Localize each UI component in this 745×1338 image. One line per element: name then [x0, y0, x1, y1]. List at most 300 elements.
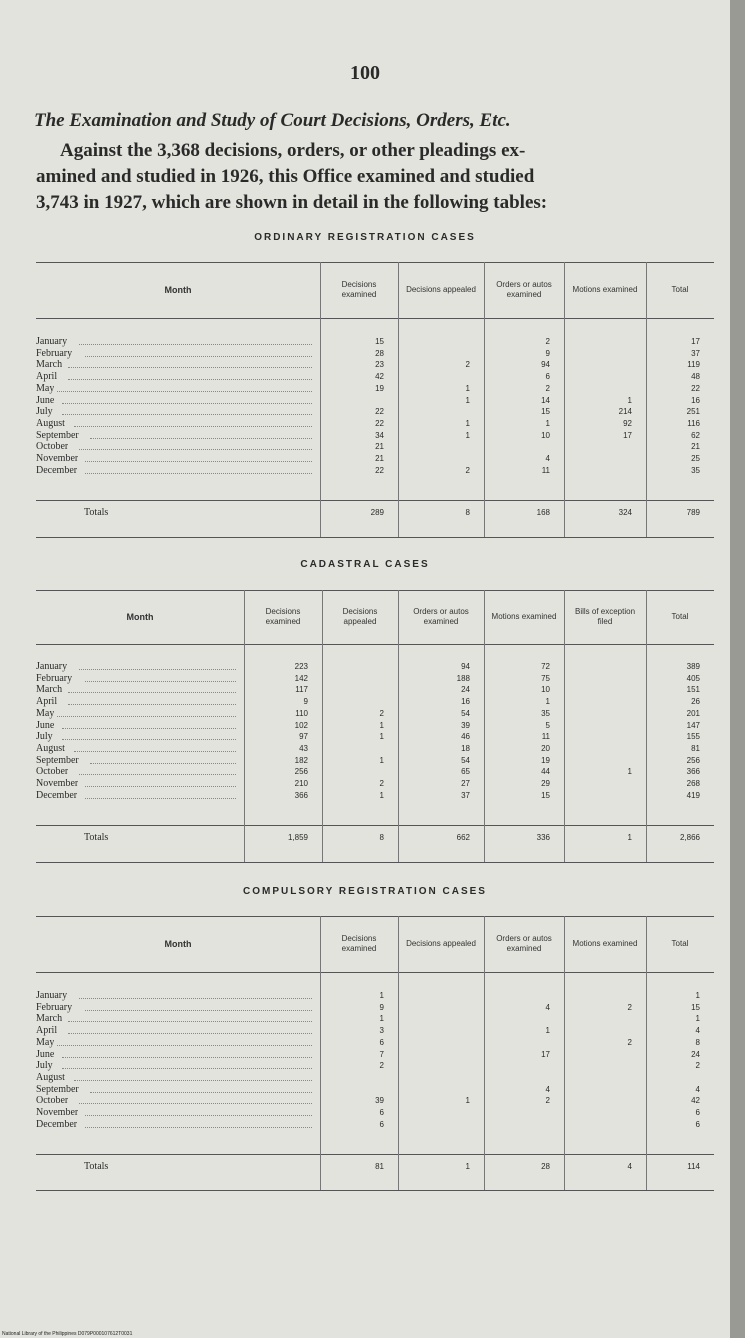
- cell-value: 27: [461, 779, 470, 788]
- totals-value: 289: [370, 508, 384, 517]
- cell-value: 18: [461, 743, 470, 753]
- leader-dots: [62, 739, 236, 740]
- bottom-rule: [36, 537, 714, 538]
- cell-value: 1: [379, 720, 384, 730]
- cell-value: 251: [686, 407, 700, 417]
- month-label: December: [36, 464, 78, 476]
- leader-dots: [57, 391, 312, 392]
- leader-dots: [79, 669, 236, 670]
- cell-value: 43: [299, 743, 308, 753]
- cell-value: 2: [545, 383, 550, 393]
- top-rule: [36, 262, 714, 263]
- column-header-month: Month: [126, 612, 154, 622]
- table-row: [36, 661, 714, 673]
- table-row: [36, 778, 714, 790]
- cell-value: 94: [541, 360, 550, 370]
- cell-value: 405: [686, 673, 700, 683]
- cell-value: 34: [375, 430, 384, 440]
- cell-value: 62: [691, 430, 700, 440]
- totals-value: 81: [375, 1162, 384, 1171]
- month-label: March: [36, 359, 63, 371]
- cell-value: 24: [461, 685, 470, 695]
- cell-value: 2: [695, 1061, 700, 1071]
- column-header: Orders or autos examined: [496, 280, 552, 299]
- cell-value: 29: [541, 779, 550, 788]
- month-label: January: [36, 990, 68, 1001]
- cell-value: 256: [294, 767, 308, 777]
- totals-value: 8: [379, 833, 384, 842]
- month-label: August: [36, 417, 65, 429]
- column-header: Decisions appealed: [406, 285, 476, 294]
- totals-value: 324: [618, 508, 632, 517]
- cell-value: 15: [541, 407, 550, 417]
- page-number: 100: [350, 62, 380, 84]
- table-row: [36, 1013, 714, 1025]
- cell-value: 19: [541, 755, 550, 765]
- cell-value: 92: [623, 418, 632, 428]
- cell-value: 119: [687, 360, 700, 370]
- table-row: [36, 453, 714, 465]
- column-header: Motions examined: [491, 612, 557, 621]
- cell-value: 4: [695, 1084, 700, 1094]
- cell-value: 1: [379, 991, 384, 1000]
- column-header-month: Month: [164, 939, 192, 949]
- cell-value: 14: [541, 395, 550, 405]
- cell-value: 22: [691, 383, 700, 393]
- cell-value: 2: [465, 465, 470, 475]
- totals-value: 662: [456, 833, 470, 842]
- cell-value: 2: [465, 360, 470, 370]
- cell-value: 110: [295, 708, 308, 718]
- cell-value: 72: [541, 662, 550, 671]
- month-label: October: [36, 1095, 69, 1107]
- cell-value: 1: [465, 430, 470, 440]
- leader-dots: [85, 798, 236, 799]
- table-row: [36, 720, 714, 732]
- cell-value: 6: [379, 1108, 384, 1117]
- cell-value: 10: [541, 685, 550, 695]
- table-row: [36, 348, 714, 360]
- cadastral-table: [36, 590, 714, 862]
- cell-value: 10: [541, 430, 550, 440]
- paragraph-line: Against the 3,368 decisions, orders, or other pleadings ex-: [60, 140, 526, 161]
- cell-value: 201: [686, 708, 700, 718]
- cell-value: 39: [461, 720, 470, 730]
- cell-value: 19: [375, 383, 384, 393]
- cell-value: 2: [379, 708, 384, 718]
- totals-value: 2,866: [679, 833, 700, 842]
- cell-value: 117: [295, 685, 308, 695]
- cell-value: 42: [375, 372, 384, 382]
- cell-value: 1: [627, 767, 632, 777]
- cell-value: 1: [545, 1026, 550, 1036]
- month-label: April: [36, 696, 58, 708]
- cell-value: 210: [294, 779, 308, 788]
- cell-value: 1: [379, 732, 384, 742]
- month-label: June: [36, 719, 55, 731]
- cell-value: 28: [375, 348, 384, 358]
- table-title-compulsory: COMPULSORY REGISTRATION CASES: [243, 886, 487, 897]
- cell-value: 17: [541, 1049, 550, 1059]
- leader-dots: [85, 681, 236, 682]
- cell-value: 1: [465, 418, 470, 428]
- cell-value: 6: [379, 1037, 384, 1047]
- month-label: February: [36, 347, 73, 359]
- cell-value: 20: [541, 743, 550, 753]
- leader-dots: [85, 1127, 312, 1128]
- cell-value: 2: [379, 1061, 384, 1071]
- totals-label: Totals: [84, 832, 109, 843]
- table-row: [36, 684, 714, 696]
- leader-dots: [74, 1080, 312, 1081]
- leader-dots: [90, 1092, 312, 1093]
- cell-value: 1: [465, 383, 470, 393]
- totals-value: 8: [465, 508, 470, 517]
- column-header-month: Month: [164, 285, 192, 295]
- column-header: Total: [671, 285, 689, 294]
- cell-value: 37: [691, 348, 700, 358]
- totals-rule: [36, 1154, 714, 1155]
- leader-dots: [85, 461, 312, 462]
- cell-value: 1: [379, 755, 384, 765]
- month-label: October: [36, 766, 69, 778]
- cell-value: 22: [375, 465, 384, 475]
- cell-value: 54: [461, 708, 470, 718]
- totals-label: Totals: [84, 1161, 109, 1172]
- column-header: Total: [671, 612, 689, 621]
- leader-dots: [62, 403, 312, 404]
- month-label: June: [36, 394, 55, 406]
- table-row: [36, 418, 714, 430]
- cell-value: 1: [545, 418, 550, 428]
- cell-value: 21: [691, 442, 700, 452]
- month-label: July: [36, 1060, 53, 1072]
- month-label: November: [36, 778, 79, 789]
- table-row: [36, 465, 714, 477]
- cell-value: 4: [695, 1026, 700, 1036]
- header-rule: [36, 972, 714, 973]
- cell-value: 2: [379, 779, 384, 788]
- cell-value: 44: [541, 767, 550, 777]
- leader-dots: [74, 751, 236, 752]
- cell-value: 9: [379, 1002, 384, 1012]
- table-row: [36, 731, 714, 743]
- table-row: [36, 1037, 714, 1049]
- header-rule: [36, 644, 714, 645]
- totals-value: 336: [536, 833, 550, 842]
- cell-value: 26: [691, 697, 700, 707]
- cell-value: 15: [691, 1002, 700, 1012]
- cell-value: 6: [695, 1119, 700, 1129]
- table-row: [36, 1107, 714, 1119]
- table-row: [36, 1025, 714, 1037]
- month-label: May: [36, 1036, 55, 1048]
- cell-value: 81: [691, 743, 700, 753]
- intro-paragraph: [36, 138, 716, 216]
- table-row: [36, 1049, 714, 1061]
- cell-value: 147: [686, 720, 700, 730]
- table-row: [36, 430, 714, 442]
- month-label: March: [36, 684, 63, 696]
- cell-value: 268: [686, 779, 700, 788]
- cell-value: 35: [541, 708, 550, 718]
- table-row: [36, 708, 714, 720]
- column-header: Motions examined: [572, 939, 638, 948]
- month-label: September: [36, 429, 79, 441]
- table-row: [36, 406, 714, 418]
- header-rule: [36, 318, 714, 319]
- cell-value: 4: [545, 1084, 550, 1094]
- cell-value: 188: [456, 673, 470, 683]
- table-row: [36, 1084, 714, 1096]
- totals-value: 1: [627, 833, 632, 842]
- month-label: August: [36, 742, 65, 754]
- cell-value: 1: [379, 790, 384, 800]
- table-row: [36, 371, 714, 383]
- leader-dots: [57, 716, 236, 717]
- section-heading: The Examination and Study of Court Decisions, Orders, Etc.: [34, 110, 511, 131]
- cell-value: 389: [686, 662, 700, 671]
- month-label: April: [36, 1025, 58, 1037]
- column-header: Total: [671, 939, 689, 948]
- paragraph-line: 3,743 in 1927, which are shown in detail in the following tables:: [36, 192, 548, 213]
- month-label: January: [36, 336, 68, 347]
- leader-dots: [85, 786, 236, 787]
- cell-value: 15: [375, 337, 384, 346]
- cell-value: 15: [541, 790, 550, 800]
- table-row: [36, 1060, 714, 1072]
- totals-rule: [36, 825, 714, 826]
- leader-dots: [57, 1045, 312, 1046]
- top-rule: [36, 590, 714, 591]
- leader-dots: [85, 473, 312, 474]
- table-row: [36, 1095, 714, 1107]
- cell-value: 6: [695, 1108, 700, 1117]
- month-label: September: [36, 1083, 79, 1095]
- cell-value: 6: [545, 372, 550, 382]
- cell-value: 2: [627, 1002, 632, 1012]
- leader-dots: [62, 1068, 312, 1069]
- month-label: May: [36, 382, 55, 394]
- cell-value: 155: [686, 732, 700, 742]
- cell-value: 24: [691, 1049, 700, 1059]
- column-header: Bills of exception filed: [574, 607, 636, 626]
- cell-value: 256: [686, 755, 700, 765]
- totals-rule: [36, 500, 714, 501]
- column-header: Motions examined: [572, 285, 638, 294]
- leader-dots: [68, 692, 236, 693]
- cell-value: 102: [294, 720, 308, 730]
- totals-value: 168: [536, 508, 550, 517]
- cell-value: 151: [686, 685, 700, 695]
- table-row: [36, 696, 714, 708]
- column-header: Decisions examined: [341, 280, 377, 299]
- table-row: [36, 1072, 714, 1084]
- cell-value: 22: [375, 418, 384, 428]
- totals-value: 1: [465, 1162, 470, 1171]
- cell-value: 22: [375, 407, 384, 417]
- cell-value: 1: [465, 1096, 470, 1106]
- totals-label: Totals: [84, 507, 109, 518]
- cell-value: 7: [379, 1049, 384, 1059]
- leader-dots: [79, 774, 236, 775]
- page-edge: [730, 0, 745, 1338]
- cell-value: 366: [294, 790, 308, 800]
- leader-dots: [68, 704, 236, 705]
- leader-dots: [68, 367, 312, 368]
- month-label: January: [36, 661, 68, 672]
- leader-dots: [68, 1033, 312, 1034]
- cell-value: 23: [375, 360, 384, 370]
- cell-value: 1: [695, 991, 700, 1000]
- leader-dots: [79, 998, 312, 999]
- cell-value: 1: [379, 1014, 384, 1024]
- top-rule: [36, 916, 714, 917]
- column-header: Orders or autos examined: [413, 607, 469, 626]
- column-header: Decisions appealed: [406, 939, 476, 948]
- month-label: November: [36, 1107, 79, 1118]
- cell-value: 54: [461, 755, 470, 765]
- cell-value: 9: [545, 348, 550, 358]
- table-row: [36, 990, 714, 1002]
- cell-value: 16: [691, 395, 700, 405]
- cell-value: 1: [465, 395, 470, 405]
- table-row: [36, 743, 714, 755]
- month-label: July: [36, 731, 53, 743]
- cell-value: 2: [545, 1096, 550, 1106]
- month-label: April: [36, 371, 58, 383]
- column-header: Decisions examined: [265, 607, 301, 626]
- leader-dots: [68, 1021, 312, 1022]
- leader-dots: [62, 1057, 312, 1058]
- bottom-rule: [36, 862, 714, 863]
- cell-value: 4: [545, 1002, 550, 1012]
- totals-value: 28: [541, 1162, 550, 1171]
- month-label: November: [36, 453, 79, 464]
- table-title-ordinary: ORDINARY REGISTRATION CASES: [254, 232, 476, 243]
- month-label: December: [36, 789, 78, 801]
- leader-dots: [79, 344, 312, 345]
- cell-value: 35: [691, 465, 700, 475]
- cell-value: 42: [691, 1096, 700, 1106]
- cell-value: 39: [375, 1096, 384, 1106]
- cell-value: 366: [686, 767, 700, 777]
- bottom-rule: [36, 1190, 714, 1191]
- table-row: [36, 383, 714, 395]
- cell-value: 142: [294, 673, 308, 683]
- cell-value: 75: [541, 673, 550, 683]
- cell-value: 97: [299, 732, 308, 742]
- table-row: [36, 790, 714, 802]
- ordinary-registration-table: [36, 262, 714, 537]
- month-label: March: [36, 1013, 63, 1025]
- cell-value: 1: [545, 697, 550, 707]
- leader-dots: [68, 379, 312, 380]
- month-label: June: [36, 1048, 55, 1060]
- cell-value: 11: [541, 465, 550, 475]
- month-label: August: [36, 1071, 65, 1083]
- leader-dots: [79, 449, 312, 450]
- leader-dots: [85, 1010, 312, 1011]
- leader-dots: [62, 728, 236, 729]
- cell-value: 94: [461, 662, 470, 671]
- leader-dots: [85, 1115, 312, 1116]
- cell-value: 48: [691, 372, 700, 382]
- cell-value: 116: [687, 418, 700, 428]
- cell-value: 16: [461, 697, 470, 707]
- compulsory-registration-table: [36, 916, 714, 1190]
- cell-value: 1: [695, 1014, 700, 1024]
- table-row: [36, 673, 714, 685]
- table-row: [36, 755, 714, 767]
- leader-dots: [62, 414, 312, 415]
- month-label: July: [36, 406, 53, 418]
- table-row: [36, 441, 714, 453]
- table-row: [36, 395, 714, 407]
- cell-value: 21: [375, 442, 384, 452]
- cell-value: 182: [294, 755, 308, 765]
- table-row: [36, 359, 714, 371]
- cell-value: 419: [686, 790, 700, 800]
- table-row: [36, 1002, 714, 1014]
- leader-dots: [85, 356, 312, 357]
- scan-footer: National Library of the Philippines D079P000107612T0031: [2, 1331, 133, 1337]
- cell-value: 2: [627, 1037, 632, 1047]
- column-header: Orders or autos examined: [496, 934, 552, 953]
- cell-value: 25: [691, 454, 700, 463]
- month-label: February: [36, 672, 73, 684]
- cell-value: 17: [691, 337, 700, 346]
- leader-dots: [90, 763, 236, 764]
- cell-value: 9: [303, 697, 308, 707]
- totals-value: 4: [627, 1162, 632, 1171]
- cell-value: 3: [379, 1026, 384, 1036]
- cell-value: 5: [545, 720, 550, 730]
- table-row: [36, 336, 714, 348]
- month-label: February: [36, 1001, 73, 1013]
- month-label: September: [36, 754, 79, 766]
- cell-value: 17: [623, 430, 632, 440]
- table-title-cadastral: CADASTRAL CASES: [300, 559, 430, 570]
- cell-value: 11: [541, 732, 550, 742]
- cell-value: 2: [545, 337, 550, 346]
- column-header: Decisions appealed: [342, 607, 378, 626]
- cell-value: 37: [461, 790, 470, 800]
- column-header: Decisions examined: [341, 934, 377, 953]
- month-label: December: [36, 1118, 78, 1130]
- cell-value: 8: [695, 1037, 700, 1047]
- cell-value: 65: [461, 767, 470, 777]
- totals-value: 789: [686, 508, 700, 517]
- cell-value: 223: [294, 662, 308, 671]
- cell-value: 6: [379, 1119, 384, 1129]
- cell-value: 21: [375, 454, 384, 463]
- month-label: October: [36, 441, 69, 453]
- paragraph-line: amined and studied in 1926, this Office examined and studied: [36, 166, 535, 187]
- leader-dots: [74, 426, 312, 427]
- cell-value: 1: [627, 395, 632, 405]
- table-row: [36, 1119, 714, 1131]
- totals-value: 1,859: [287, 833, 308, 842]
- cell-value: 46: [461, 732, 470, 742]
- cell-value: 4: [545, 454, 550, 463]
- cell-value: 214: [618, 407, 632, 417]
- table-row: [36, 766, 714, 778]
- totals-value: 114: [687, 1162, 700, 1171]
- leader-dots: [79, 1103, 312, 1104]
- leader-dots: [90, 438, 312, 439]
- month-label: May: [36, 707, 55, 719]
